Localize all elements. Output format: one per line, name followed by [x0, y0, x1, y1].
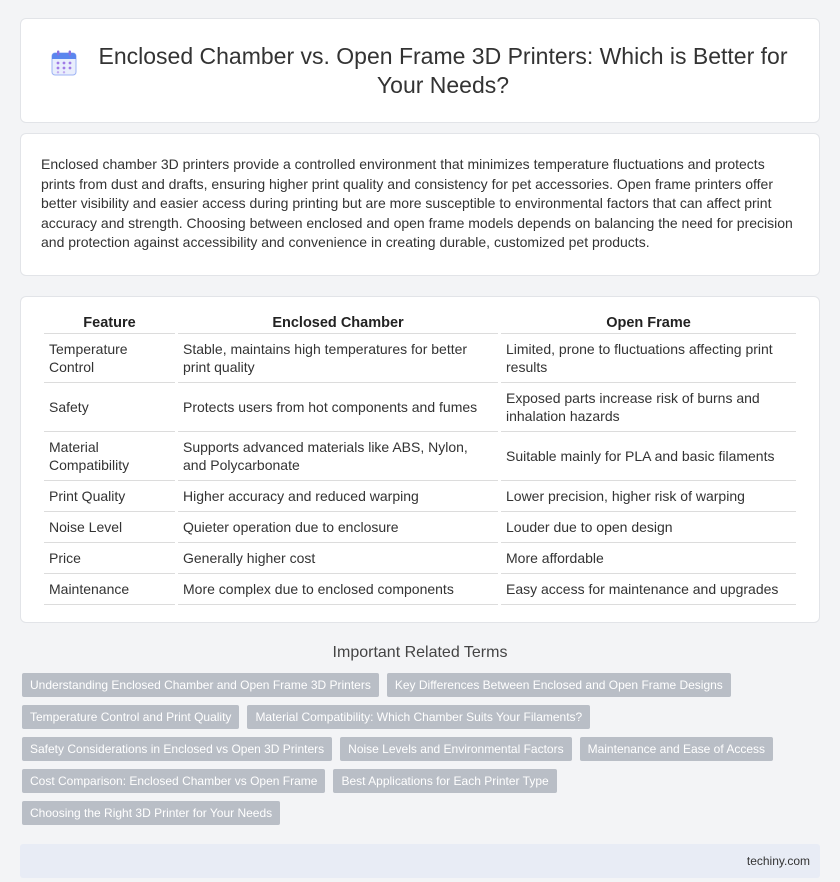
table-row: [44, 481, 796, 512]
table-cell: Quieter operation due to enclosure: [178, 512, 498, 543]
table-cell: Price: [44, 543, 175, 574]
related-tag[interactable]: Choosing the Right 3D Printer for Your Needs: [22, 801, 280, 825]
related-terms-section: [0, 644, 840, 825]
related-tag[interactable]: Temperature Control and Print Quality: [22, 705, 239, 729]
related-tag[interactable]: Understanding Enclosed Chamber and Open Frame 3D Printers: [22, 673, 379, 697]
table-cell: Lower precision, higher risk of warping: [501, 481, 796, 512]
table-cell: Safety: [44, 383, 175, 432]
table-cell: Noise Level: [44, 512, 175, 543]
table-header-row: [44, 309, 796, 334]
table-cell: Easy access for maintenance and upgrades: [501, 574, 796, 605]
table-cell: Generally higher cost: [178, 543, 498, 574]
related-tag[interactable]: Cost Comparison: Enclosed Chamber vs Open Frame: [22, 769, 325, 793]
intro-card: [20, 133, 820, 276]
table-cell: Limited, prone to fluctuations affecting print results: [501, 334, 796, 383]
table-cell: Temperature Control: [44, 334, 175, 383]
header-feature: Feature: [44, 309, 175, 334]
related-tag[interactable]: Noise Levels and Environmental Factors: [340, 737, 571, 761]
page-title: Enclosed Chamber vs. Open Frame 3D Printers: Which is Better for Your Needs?: [98, 42, 788, 98]
table-cell: Print Quality: [44, 481, 175, 512]
table-cell: Material Compatibility: [44, 432, 175, 481]
table-row: [44, 334, 796, 383]
table-cell: Supports advanced materials like ABS, Nylon, and Polycarbonate: [178, 432, 498, 481]
related-tags: [0, 673, 840, 825]
header-card: [20, 18, 820, 123]
table-cell: Louder due to open design: [501, 512, 796, 543]
intro-paragraph: Enclosed chamber 3D printers provide a controlled environment that minimizes temperature fluctuations and protects prints from dust and drafts, ensuring higher print quality and consistency for pet accessories. Open frame printers offer better visibility and easier access during printing but are more susceptible to environmental factors that can affect print accuracy and strength. Choosing between enclosed and open frame models depends on balancing the need for precision and protection against accessibility and convenience in creating durable, customized pet products.: [41, 156, 793, 250]
table-row: [44, 432, 796, 481]
related-tag[interactable]: Key Differences Between Enclosed and Open Frame Designs: [387, 673, 731, 697]
table-row: [44, 383, 796, 432]
table-cell: Exposed parts increase risk of burns and inhalation hazards: [501, 383, 796, 432]
related-terms-title: Important Related Terms: [332, 643, 508, 661]
comparison-table: [41, 309, 799, 605]
related-tag[interactable]: Best Applications for Each Printer Type: [333, 769, 556, 793]
related-tag[interactable]: Maintenance and Ease of Access: [580, 737, 773, 761]
table-cell: Maintenance: [44, 574, 175, 605]
table-row: [44, 574, 796, 605]
table-row: [44, 543, 796, 574]
table-row: [44, 512, 796, 543]
table-cell: More complex due to enclosed components: [178, 574, 498, 605]
header-open: Open Frame: [501, 309, 796, 334]
comparison-table-card: [20, 296, 820, 623]
calendar-icon: [51, 50, 77, 76]
table-cell: Higher accuracy and reduced warping: [178, 481, 498, 512]
table-cell: Protects users from hot components and fumes: [178, 383, 498, 432]
related-tag[interactable]: Safety Considerations in Enclosed vs Open 3D Printers: [22, 737, 332, 761]
footer: [20, 844, 820, 878]
header-enclosed: Enclosed Chamber: [178, 309, 498, 334]
table-cell: Stable, maintains high temperatures for better print quality: [178, 334, 498, 383]
related-tag[interactable]: Material Compatibility: Which Chamber Suits Your Filaments?: [247, 705, 590, 729]
table-cell: More affordable: [501, 543, 796, 574]
footer-site-link[interactable]: techiny.com: [746, 853, 810, 868]
table-cell: Suitable mainly for PLA and basic filaments: [501, 432, 796, 481]
